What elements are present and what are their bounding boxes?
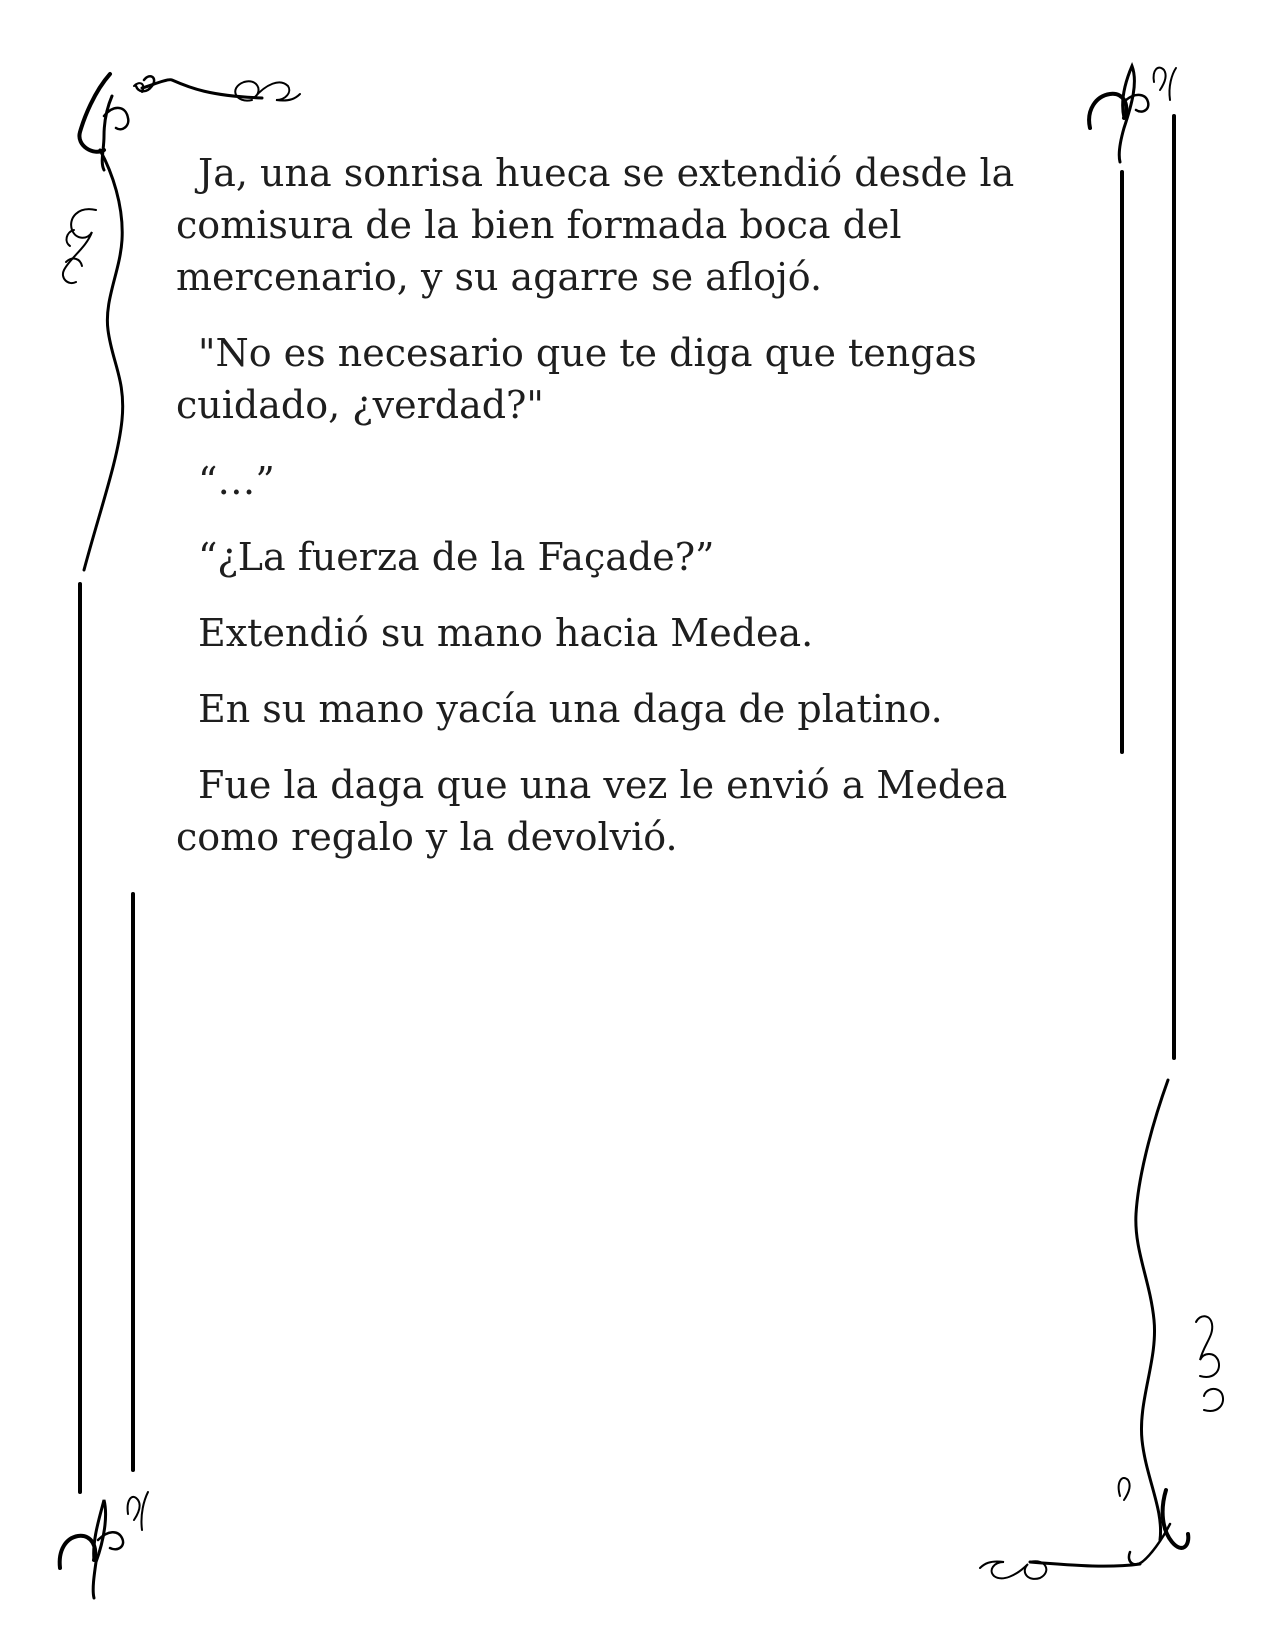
story-text bbox=[176, 147, 1056, 887]
bottom-left-flourish-icon bbox=[60, 1492, 148, 1598]
paragraph: En su mano yacía una daga de platino. bbox=[198, 687, 943, 731]
top-right-flourish-icon bbox=[1089, 66, 1176, 162]
paragraph: Ja, una sonrisa hueca se extendió desde la comisura de la bien formada boca del mercenario, y su agarre se aflojó. bbox=[176, 151, 1015, 299]
paragraph: Extendió su mano hacia Medea. bbox=[198, 611, 814, 655]
paragraph: Fue la daga que una vez le envió a Medea como regalo y la devolvió. bbox=[176, 763, 1008, 859]
paragraph: “¿La fuerza de la Façade?” bbox=[198, 535, 715, 579]
paragraph: "No es necesario que te diga que tengas cuidado, ¿verdad?" bbox=[176, 331, 977, 427]
bottom-right-flourish-icon bbox=[980, 1080, 1223, 1579]
paragraph: “…” bbox=[198, 459, 275, 503]
